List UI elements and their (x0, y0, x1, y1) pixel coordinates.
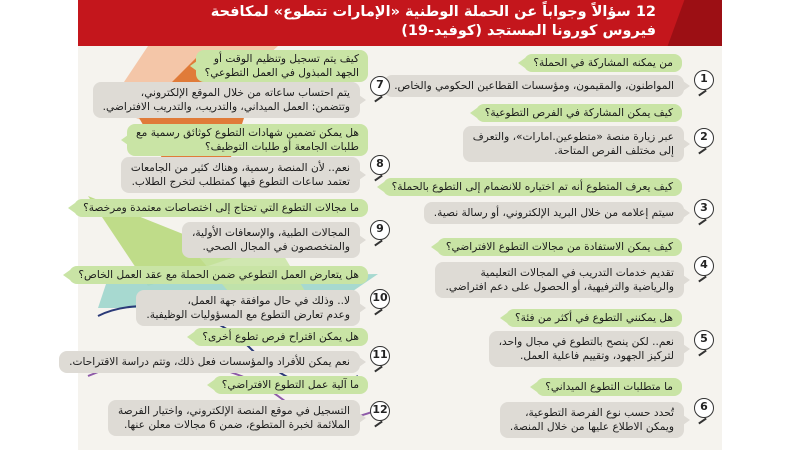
qa-number-1: 1 (694, 70, 714, 90)
question-11 (193, 328, 368, 346)
answer-5-line-2: لتركيز الجهود، وتقييم فاعلية العمل. (520, 350, 674, 362)
answer-11-line: نعم يمكن للأفراد والمؤسسات فعل ذلك، وتتم دراسة الاقتراحات. (69, 356, 350, 368)
question-7 (196, 50, 368, 82)
answer-1 (384, 75, 684, 97)
qa-number-4: 4 (694, 256, 714, 276)
question-5-line: هل يمكنني التطوع في أكثر من فئة؟ (514, 312, 673, 324)
qa-number-5: 5 (694, 330, 714, 350)
title-line-1: 12 سؤالاً وجواباً عن الحملة الوطنية «الإمارات تتطوع» لمكافحة (210, 4, 656, 20)
qa-number-11: 11 (370, 346, 390, 366)
qa-number-2: 2 (694, 128, 714, 148)
answer-8 (121, 157, 360, 193)
answer-8-line-1: نعم.. لأن المنصة رسمية، وهناك كثير من الجامعات (130, 162, 350, 174)
answer-4-line-1: تقديم خدمات التدريب في المجالات التعليمية (480, 267, 674, 279)
question-1-line: من يمكنه المشاركة في الحملة؟ (533, 57, 673, 69)
answer-10-line-2: وعدم تعارض التطوع مع المسؤوليات الوظيفية. (146, 309, 350, 321)
question-3-line: كيف يعرف المتطوع أنه تم اختياره للانضمام إلى التطوع بالحملة؟ (391, 181, 673, 193)
question-12-line: ما آلية عمل التطوع الافتراضي؟ (221, 379, 359, 391)
answer-2-line-2: إلى مختلف الفرص المتاحة. (554, 145, 674, 157)
title-line-2: فيروس كورونا المستجد (كوفيد-19) (401, 23, 656, 39)
answer-1-line: المواطنون، والمقيمون، ومؤسسات القطاعين الحكومي والخاص. (394, 80, 674, 92)
title-banner (78, 0, 722, 46)
answer-5 (489, 331, 684, 367)
answer-12 (108, 400, 360, 436)
answer-2 (463, 126, 684, 162)
question-2-line: كيف يمكن المشاركة في الفرص التطوعية؟ (484, 107, 673, 119)
answer-10 (136, 290, 360, 326)
answer-9-line-2: والمتخصصون في المجال الصحي. (202, 241, 350, 253)
qa-number-9: 9 (370, 220, 390, 240)
qa-number-10: 10 (370, 289, 390, 309)
answer-5-line-1: نعم.. لكن ينصح بالتطوع في مجال واحد، (498, 336, 674, 348)
question-5 (506, 309, 682, 327)
question-8 (127, 124, 368, 156)
question-7-line-2: الجهد المبذول في العمل التطوعي؟ (204, 67, 359, 79)
question-10 (69, 266, 368, 284)
question-11-line: هل يمكن اقتراح فرص تطوع أخرى؟ (202, 331, 359, 343)
answer-4 (435, 262, 684, 298)
question-7-line-1: كيف يتم تسجيل وتنظيم الوقت أو (213, 53, 359, 65)
question-8-line-2: طلبات الجامعة أو طلبات التوظيف؟ (205, 141, 359, 153)
qa-number-8: 8 (370, 155, 390, 175)
answer-12-line-1: التسجيل في موقع المنصة الإلكتروني، واختيار الفرصة (118, 405, 350, 417)
answer-3 (424, 202, 684, 224)
answer-9 (182, 222, 360, 258)
answer-11 (59, 351, 360, 373)
qa-number-7: 7 (370, 76, 390, 96)
answer-10-line-1: لا.. وذلك في حال موافقة جهة العمل، (187, 295, 350, 307)
answer-3-line: سيتم إعلامه من خلال البريد الإلكتروني، أو رسالة نصية. (433, 207, 674, 219)
question-10-line: هل يتعارض العمل التطوعي ضمن الحملة مع عقد العمل الخاص؟ (78, 269, 359, 281)
question-4-line: كيف يمكن الاستفادة من مجالات التطوع الافتراضي؟ (445, 241, 673, 253)
question-6 (536, 378, 682, 396)
question-2 (476, 104, 682, 122)
question-1 (524, 54, 682, 72)
qa-number-12: 12 (370, 401, 390, 421)
qa-number-3: 3 (694, 199, 714, 219)
question-4 (437, 238, 682, 256)
answer-9-line-1: المجالات الطبية، والإسعافات الأولية، (191, 227, 350, 239)
answer-6 (500, 402, 684, 438)
page-title (88, 3, 656, 41)
answer-2-line-1: عبر زيارة منصة «متطوعين.امارات»، والتعرف (472, 131, 674, 143)
question-6-line: ما متطلبات التطوع الميداني؟ (545, 381, 673, 393)
qa-number-6: 6 (694, 398, 714, 418)
answer-6-line-2: ويمكن الاطلاع عليها من خلال المنصة. (509, 421, 674, 433)
question-8-line-1: هل يمكن تضمين شهادات التطوع كوثائق رسمية مع (136, 127, 359, 139)
question-9-line: ما مجالات التطوع التي تحتاج إلى اختصاصات معتمدة ومرخصة؟ (83, 202, 359, 214)
question-3 (383, 178, 682, 196)
question-9 (74, 199, 368, 217)
answer-7-line-2: وتتضمن: العمل الميداني، والتدريب، والتدريب الافتراضي. (102, 101, 350, 113)
answer-7 (93, 82, 360, 118)
answer-6-line-1: تُحدد حسب نوع الفرصة التطوعية، (525, 407, 674, 419)
answer-7-line-1: يتم احتساب ساعاته من خلال الموقع الإلكتروني، (140, 87, 350, 99)
answer-8-line-2: تعتمد ساعات التطوع فيها كمتطلب لتخرج الطلاب. (131, 176, 350, 188)
answer-12-line-2: الملائمة لخبرة المتطوع، ضمن 6 مجالات معلن عنها. (123, 419, 350, 431)
answer-4-line-2: والرياضية والترفيهية، أو الحصول على دعم افتراضي. (445, 281, 674, 293)
question-12 (213, 376, 368, 394)
banner-stripe (668, 0, 722, 46)
